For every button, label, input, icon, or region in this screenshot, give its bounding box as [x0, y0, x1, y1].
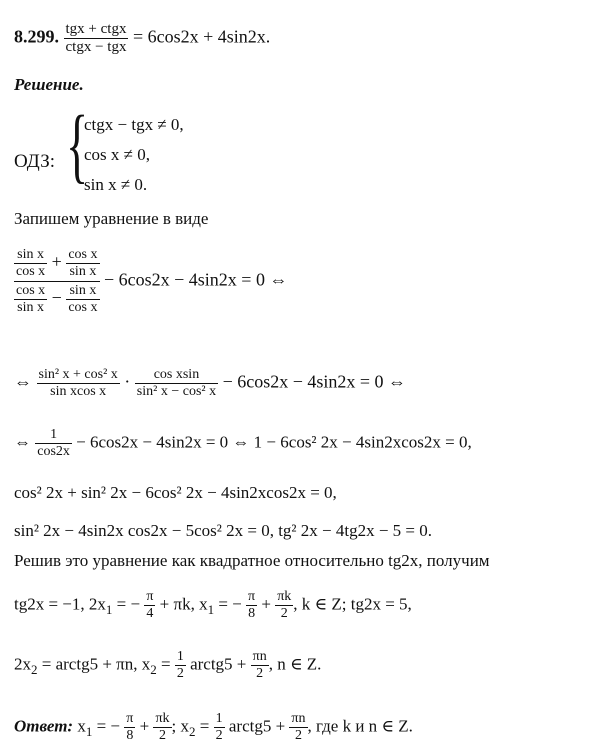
step2-tail: − 6cos2x − 4sin2x = 0 ⇔ [222, 371, 407, 392]
answer-frac-1: $\frac{\pi}{8}$ [126, 711, 134, 743]
odz-condition-2: cos x ≠ 0, [84, 145, 150, 164]
odz-label: ОДЗ: [14, 151, 56, 172]
step5-line: sin² 2x − 4sin2x cos2x − 5cos² 2x = 0, tg² 2x − 4tg2x − 5 = 0. [14, 521, 433, 540]
step3-frac: $\frac{1}{\cos 2x}$ [37, 427, 70, 459]
step4-line: cos² 2x + sin² 2x − 6cos² 2x − 4sin2xcos2x = 0, [14, 483, 337, 502]
answer-frac-3: $\frac{1}{2}$ [215, 711, 223, 743]
step1-tail: − 6cos2x − 4sin2x = 0 ⇔ [104, 269, 288, 290]
roots1-frac-2: $\frac{\pi}{8}$ [248, 589, 256, 621]
answer-frac-4: $\frac{\pi n}{2}$ [291, 711, 306, 743]
step1-compound-fraction: $\frac{\text{sin x}}{\text{cos x}}$ + $\frac{\text{cos x}}{\text{sin x}}$ $\frac{\text{cos x}}{\text{sin x}}$ − $\frac{\text{sin x}}{\text{cos x}}$ [16, 247, 98, 315]
roots1-frac-3: $\frac{\pi k}{2}$ [277, 589, 292, 621]
step2-line: ⇔ $\frac{\text{sin² x + cos² x}}{\text{sin xcos x}}$ · $\frac{\text{cos xsin}}{\text{sin² x − cos² x}}$ − 6cos2x − 4sin2x = 0 ⇔ [14, 367, 407, 399]
problem-number: 8.299. [14, 26, 59, 47]
solve-text: Решив это уравнение как квадратное относительно tg2x, получим [14, 551, 490, 570]
roots2-line: $2x_2$ = arctg5 + πn, $x_2$ = $\frac{1}{2}$ arctg5 + $\frac{\pi n}{2}$ , n ∈ Z. [14, 649, 322, 681]
problem-lhs-denominator: ctgx − tgx [65, 39, 127, 55]
answer-frac-2: $\frac{\pi k}{2}$ [155, 711, 170, 743]
step2-frac-2: $\frac{\text{cos xsin}}{\text{sin² x − cos² x}}$ [136, 367, 217, 399]
step2-frac-1: $\frac{\text{sin² x + cos² x}}{\text{sin xcos x}}$ [38, 367, 118, 399]
odz-brace: { [66, 99, 89, 192]
step1-frac-d: $\frac{\text{sin x}}{\text{cos x}}$ [68, 283, 98, 315]
step1-line [14, 248, 287, 315]
step3-tail: − 6cos2x − 4sin2x = 0 ⇔ 1 − 6cos² 2x − 4sin2xcos2x = 0, [76, 432, 472, 452]
answer-line: Ответ: $x_1$ = − $\frac{\pi}{8}$ + $\frac{\pi k}{2}$ ; $x_2$ = $\frac{1}{2}$ arctg5 + $\frac{\pi n}{2}$ , где k и n ∈ Z. [14, 711, 413, 743]
roots1-line: tg2x = −1, $2x_1$ = − $\frac{\pi}{4}$ + πk, $x_1$ = − $\frac{\pi}{8}$ + $\frac{\pi k}{2}$ , k ∈ Z; tg2x = 5, [14, 589, 412, 621]
roots1-frac-1: $\frac{\pi}{4}$ [146, 589, 154, 621]
step1-frac-c: $\frac{\text{cos x}}{\text{sin x}}$ [16, 283, 46, 315]
problem-lhs-numerator: tgx + ctgx [65, 21, 127, 37]
answer-label: Ответ: [14, 716, 74, 736]
roots2-frac-1: $\frac{1}{2}$ [176, 649, 184, 681]
odz-condition-3: sin x ≠ 0. [84, 175, 148, 194]
problem-rhs: = 6cos2x + 4sin2x. [132, 26, 271, 47]
problem-lhs-fraction [64, 22, 129, 55]
odz-condition-1: ctgx − tgx ≠ 0, [84, 115, 184, 134]
step1-frac-a: $\frac{\text{sin x}}{\text{cos x}}$ [16, 247, 46, 279]
roots2-frac-2: $\frac{\pi n}{2}$ [252, 649, 267, 681]
solution-label: Решение. [14, 75, 84, 94]
rewrite-text: Запишем уравнение в виде [14, 209, 209, 228]
step1-frac-b: $\frac{\text{cos x}}{\text{sin x}}$ [68, 247, 98, 279]
step3-line: ⇔ $\frac{1}{\cos 2x}$ − 6cos2x − 4sin2x = 0 ⇔ 1 − 6cos² 2x − 4sin2xcos2x = 0, [14, 427, 472, 459]
problem-line [14, 22, 270, 55]
